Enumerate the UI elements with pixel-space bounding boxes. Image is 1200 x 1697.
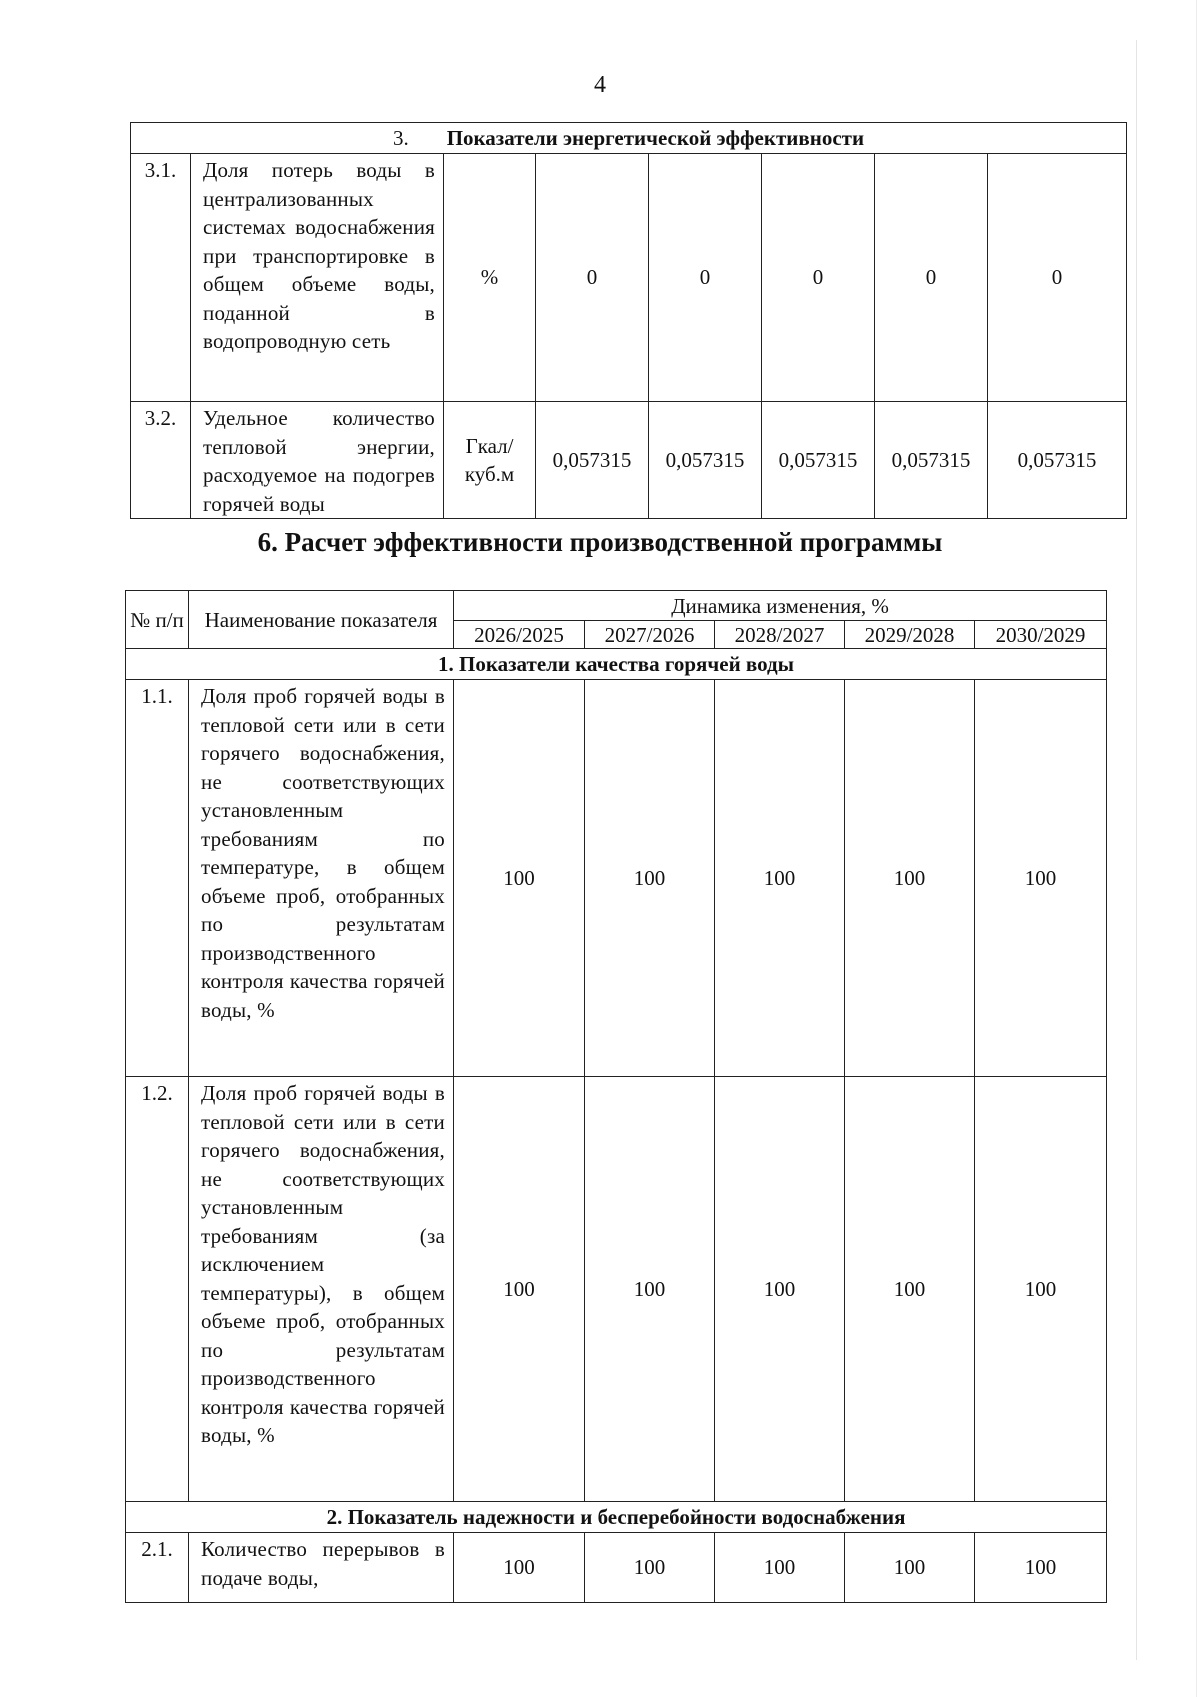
page-number: 4 bbox=[594, 72, 606, 98]
table-row bbox=[131, 154, 1127, 402]
row-number: 1.1. bbox=[126, 680, 189, 1077]
indicator-name: Количество перерывов в подаче воды, bbox=[189, 1533, 454, 1603]
section-title-cell bbox=[131, 123, 1127, 154]
energy-efficiency-table bbox=[130, 122, 1127, 519]
section-title: 2. Показатель надежности и бесперебойности водоснабжения bbox=[126, 1502, 1107, 1533]
section-row bbox=[126, 649, 1107, 680]
period-header: 2030/2029 bbox=[975, 621, 1107, 649]
value-cell: 100 bbox=[585, 1533, 715, 1603]
value-cell: 0 bbox=[762, 154, 875, 402]
row-number: 3.2. bbox=[131, 402, 191, 519]
table-row bbox=[131, 402, 1127, 519]
value-cell: 0 bbox=[988, 154, 1127, 402]
value-cell: 100 bbox=[585, 1077, 715, 1502]
table-row bbox=[126, 680, 1107, 1077]
value-cell: 0,057315 bbox=[536, 402, 649, 519]
value-cell: 100 bbox=[715, 680, 845, 1077]
value-cell: 100 bbox=[975, 680, 1107, 1077]
scan-edge-line bbox=[1136, 40, 1137, 1660]
table-row bbox=[126, 1077, 1107, 1502]
unit-cell: Гкал/ куб.м bbox=[444, 402, 536, 519]
value-cell: 0,057315 bbox=[988, 402, 1127, 519]
period-header: 2028/2027 bbox=[715, 621, 845, 649]
value-cell: 100 bbox=[845, 1533, 975, 1603]
section-row bbox=[126, 1502, 1107, 1533]
value-cell: 100 bbox=[454, 680, 585, 1077]
unit-cell: % bbox=[444, 154, 536, 402]
row-number: 1.2. bbox=[126, 1077, 189, 1502]
program-efficiency-table bbox=[125, 590, 1107, 1603]
scan-edge-line bbox=[1196, 0, 1197, 1697]
value-cell: 100 bbox=[975, 1077, 1107, 1502]
name-header: Наименование показателя bbox=[189, 591, 454, 649]
value-cell: 100 bbox=[454, 1077, 585, 1502]
section-title: 1. Показатели качества горячей воды bbox=[126, 649, 1107, 680]
header-row bbox=[126, 591, 1107, 621]
value-cell: 0 bbox=[875, 154, 988, 402]
value-cell: 0,057315 bbox=[649, 402, 762, 519]
period-header: 2027/2026 bbox=[585, 621, 715, 649]
value-cell: 0,057315 bbox=[762, 402, 875, 519]
indicator-name: Удельное количество тепловой энергии, расходуемое на подогрев горячей воды bbox=[191, 402, 444, 519]
value-cell: 100 bbox=[715, 1077, 845, 1502]
value-cell: 100 bbox=[845, 680, 975, 1077]
value-cell: 100 bbox=[715, 1533, 845, 1603]
section-heading: 6. Расчет эффективности производственной программы bbox=[257, 527, 943, 557]
section-number: 3. bbox=[392, 125, 409, 150]
dynamics-header: Динамика изменения, % bbox=[454, 591, 1107, 621]
value-cell: 100 bbox=[975, 1533, 1107, 1603]
section-row bbox=[131, 123, 1127, 154]
value-cell: 100 bbox=[845, 1077, 975, 1502]
indicator-name: Доля проб горячей воды в тепловой сети или в сети горячего водоснабжения, не соответствующих установленным требованиям по температуре, в общем объеме проб, отобранных по результатам производственного контроля качества горячей воды, % bbox=[189, 680, 454, 1077]
value-cell: 0 bbox=[536, 154, 649, 402]
row-number: 2.1. bbox=[126, 1533, 189, 1603]
value-cell: 0 bbox=[649, 154, 762, 402]
indicator-name: Доля потерь воды в централизованных системах водоснабжения при транспортировке в общем объеме воды, поданной в водопроводную сеть bbox=[191, 154, 444, 402]
row-number: 3.1. bbox=[131, 154, 191, 402]
section-title: Показатели энергетической эффективности bbox=[446, 125, 865, 150]
period-header: 2026/2025 bbox=[454, 621, 585, 649]
number-header: № п/п bbox=[126, 591, 189, 649]
period-header: 2029/2028 bbox=[845, 621, 975, 649]
value-cell: 100 bbox=[585, 680, 715, 1077]
value-cell: 0,057315 bbox=[875, 402, 988, 519]
table-row bbox=[126, 1533, 1107, 1603]
value-cell: 100 bbox=[454, 1533, 585, 1603]
indicator-name: Доля проб горячей воды в тепловой сети или в сети горячего водоснабжения, не соответствующих установленным требованиям (за исключением температуры), в общем объеме проб, отобранных по результатам производственного контроля качества горячей воды, % bbox=[189, 1077, 454, 1502]
